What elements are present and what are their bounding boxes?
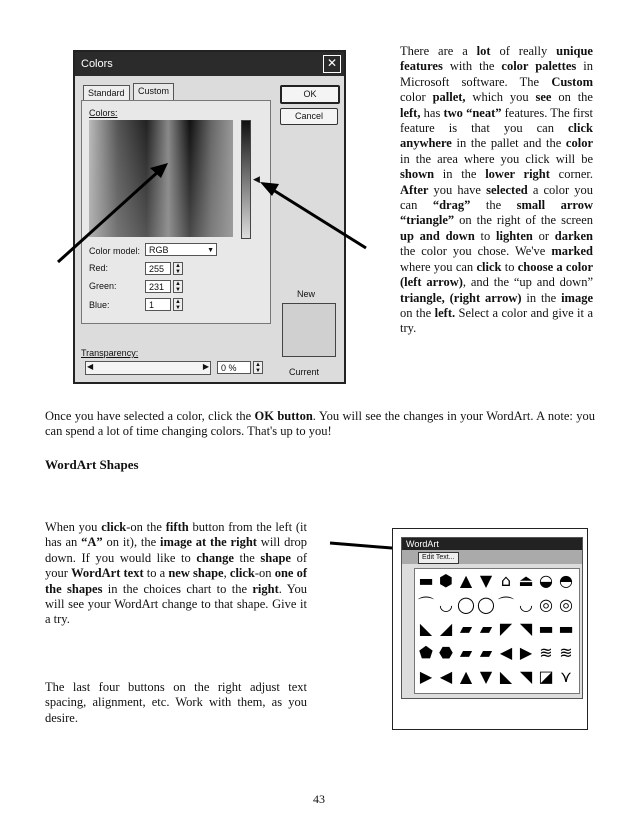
wordart-shapes-paragraph: When you click-on the fifth button from the left (it has an “A” on it), the image at the right will drop down. If you would like to change the shape of your WordArt text to a new shape, click-on one of the shapes in the choices chart to the right. You will see your WordArt change to that shape. Give it a try. [45, 520, 308, 627]
edit-text-button[interactable]: Edit Text... [418, 552, 459, 564]
blue-input[interactable]: 1 [145, 298, 171, 311]
wordart-shape-option[interactable]: ◯ [477, 595, 495, 614]
wordart-shape-option[interactable]: ⌒ [417, 595, 434, 614]
color-model-value: RGB [149, 245, 169, 255]
wordart-shape-option[interactable]: ≋ [559, 643, 573, 662]
wordart-shape-option[interactable]: ▬ [558, 619, 574, 638]
transparency-spinner[interactable]: ▲ ▼ [253, 361, 263, 374]
section-heading: WordArt Shapes [45, 457, 139, 472]
wordart-shape-option[interactable]: ⋎ [560, 667, 572, 686]
transparency-label: Transparency: [81, 348, 139, 358]
wordart-shape-option[interactable]: ◢ [439, 619, 453, 638]
wordart-shape-option[interactable]: ◒ [539, 571, 553, 590]
wordart-shape-option[interactable]: ⬟ [419, 643, 433, 662]
right-arrow [270, 188, 366, 248]
wordart-shape-option[interactable]: ◎ [559, 595, 573, 614]
selected-color-paragraph: Once you have selected a color, click the OK button. You will see the changes in your WordArt. A note: you can spend a lot of time changing colors. That's up to you! [45, 409, 595, 439]
wordart-shape-option[interactable]: ▰ [479, 619, 493, 638]
wordart-title: WordArt [402, 538, 582, 550]
tab-standard[interactable]: Standard [83, 85, 130, 101]
tab-custom[interactable]: Custom [133, 83, 174, 100]
wordart-shape-option[interactable]: ⬣ [439, 643, 453, 662]
blue-spinner[interactable]: ▲ ▼ [173, 298, 183, 311]
wordart-shape-option[interactable]: ▬ [418, 571, 434, 590]
red-label: Red: [89, 263, 109, 273]
new-label: New [297, 289, 316, 299]
wordart-shape-option[interactable]: ▼ [479, 667, 493, 686]
wordart-shape-option[interactable]: ◡ [439, 595, 453, 614]
wordart-shape-option[interactable]: ▰ [479, 643, 493, 662]
wordart-shape-option[interactable]: ◎ [539, 595, 553, 614]
wordart-shape-option[interactable]: ◥ [519, 667, 533, 686]
green-input[interactable]: 231 [145, 280, 171, 293]
page-number: 43 [313, 792, 325, 806]
wordart-shape-option[interactable]: ▲ [459, 571, 473, 590]
wordart-window [401, 537, 583, 699]
scroll-right-icon[interactable]: ▶ [202, 362, 209, 371]
right-arrow-head [260, 182, 279, 196]
wordart-shape-option[interactable]: ◣ [499, 667, 513, 686]
wordart-shape-option[interactable]: ▲ [459, 667, 473, 686]
wordart-shape-option[interactable]: ◓ [559, 571, 573, 590]
left-arrow [58, 170, 160, 262]
current-label: Current [289, 367, 320, 377]
wordart-shape-option[interactable]: ⌂ [500, 571, 512, 590]
wordart-shape-option[interactable]: ◤ [499, 619, 513, 638]
wordart-shape-option[interactable]: ▰ [459, 619, 473, 638]
luminance-triangle-icon[interactable]: ◀ [253, 174, 260, 184]
ok-button[interactable]: OK [280, 85, 340, 104]
wordart-shape-palette [392, 528, 588, 730]
blue-label: Blue: [89, 300, 110, 310]
close-icon[interactable]: ✕ [323, 55, 341, 73]
wordart-shape-option[interactable]: ▶ [419, 667, 433, 686]
scroll-left-icon[interactable]: ◀ [87, 362, 94, 371]
color-palette-paragraph: There are a lot of really unique features with the color palettes in Microsoft software. The Custom color pallet, which you see on the left, has two “neat” features. The first feature is that you can click anywhere in the pallet and the color in the area where you click will be shown in the lower right corner. After you have selected a color you can “drag” the small arrow “triangle” on the right of the screen up and down to lighten or darken the color you chose. We've marked where you can click to choose a color (left arrow), and the “up and down” triangle, (right arrow) in the image on the left. Select a color and give it a try. [400, 44, 594, 336]
colors-label: Colors: [89, 108, 118, 118]
wordart-shape-option[interactable]: ⏏ [518, 571, 534, 590]
green-spinner[interactable]: ▲ ▼ [173, 280, 183, 293]
wordart-shape-option[interactable]: ▰ [459, 643, 473, 662]
dialog-title: Colors [81, 58, 113, 70]
wordart-shape-option[interactable]: ⬢ [439, 571, 453, 590]
chevron-down-icon: ▼ [207, 247, 214, 254]
wordart-shape-option[interactable]: ▼ [479, 571, 493, 590]
wordart-shape-option[interactable]: ◀ [439, 667, 453, 686]
cancel-button[interactable]: Cancel [280, 108, 338, 125]
last-buttons-paragraph: The last four buttons on the right adjust text spacing, alignment, etc. Work with them, as you desire. [45, 680, 307, 725]
green-label: Green: [89, 281, 117, 291]
wordart-shape-option[interactable]: ◀ [499, 643, 513, 662]
red-spinner[interactable]: ▲ ▼ [173, 262, 183, 275]
wordart-shape-option[interactable]: ▬ [538, 619, 554, 638]
color-model-label: Color model: [89, 246, 141, 256]
wordart-shape-option[interactable]: ⌒ [497, 595, 514, 614]
wordart-shape-option[interactable]: ≋ [539, 643, 553, 662]
transparency-input[interactable]: 0 % [217, 361, 251, 374]
shape-choices-grid [414, 568, 580, 694]
wordart-shape-option[interactable]: ◣ [419, 619, 433, 638]
wordart-shape-option[interactable]: ▶ [519, 643, 533, 662]
wordart-shape-option[interactable]: ◥ [519, 619, 533, 638]
red-input[interactable]: 255 [145, 262, 171, 275]
wordart-shape-option[interactable]: ◯ [457, 595, 475, 614]
wordart-shape-option[interactable]: ◪ [538, 667, 554, 686]
wordart-shape-option[interactable]: ◡ [519, 595, 533, 614]
